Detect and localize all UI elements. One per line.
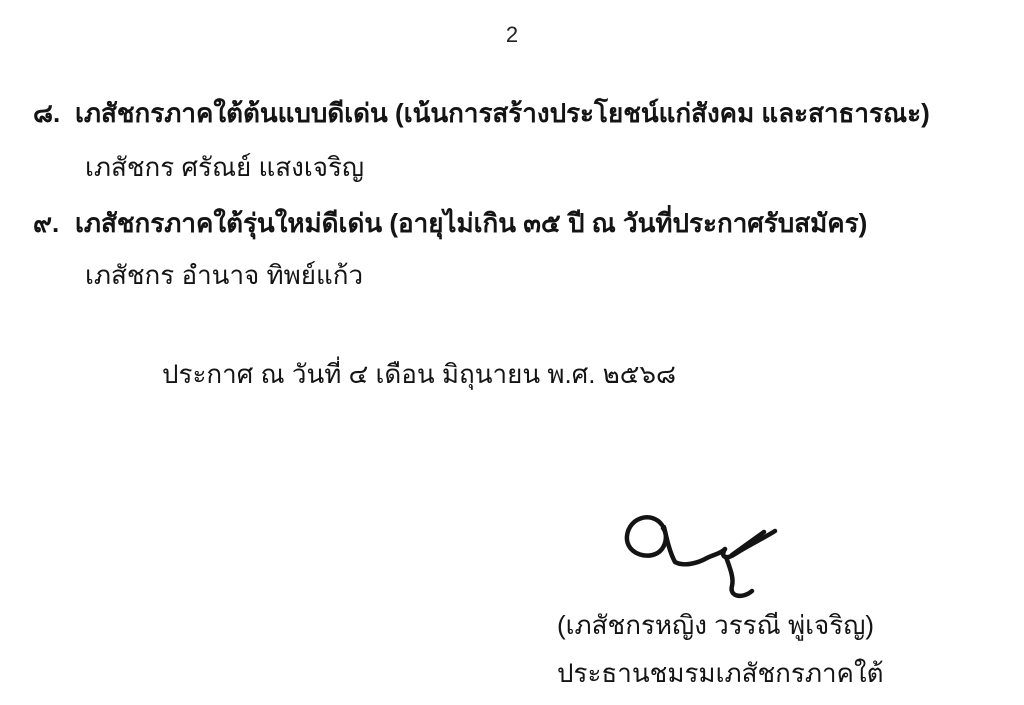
award-item-9-number: ๙. [33,208,60,238]
award-item-8-recipient: เภสัชกร ศรัณย์ แสงเจริญ [85,152,365,182]
signer-title: ประธานชมรมเภสัชกรภาคใต้ [557,658,884,688]
announcement-date-line: ประกาศ ณ วันที่ ๔ เดือน มิถุนายน พ.ศ. ๒๕๖๘ [162,359,677,389]
award-item-8 [33,96,930,131]
page-number: 2 [505,22,519,47]
award-item-9 [33,206,867,241]
award-item-9-recipient: เภสัชกร อำนาจ ทิพย์แก้ว [85,260,364,290]
award-item-9-title: เภสัชกรภาคใต้รุ่นใหม่ดีเด่น (อายุไม่เกิน ๓๕ ปี ณ วันที่ประกาศรับสมัคร) [75,208,868,238]
award-item-8-number: ๘. [33,98,61,128]
award-item-8-title: เภสัชกรภาคใต้ต้นแบบดีเด่น (เน้นการสร้างประโยชน์แก่สังคม และสาธารณะ) [75,98,930,128]
signer-name: (เภสัชกรหญิง วรรณี พู่เจริญ) [557,610,875,640]
handwritten-signature-image [612,500,792,610]
